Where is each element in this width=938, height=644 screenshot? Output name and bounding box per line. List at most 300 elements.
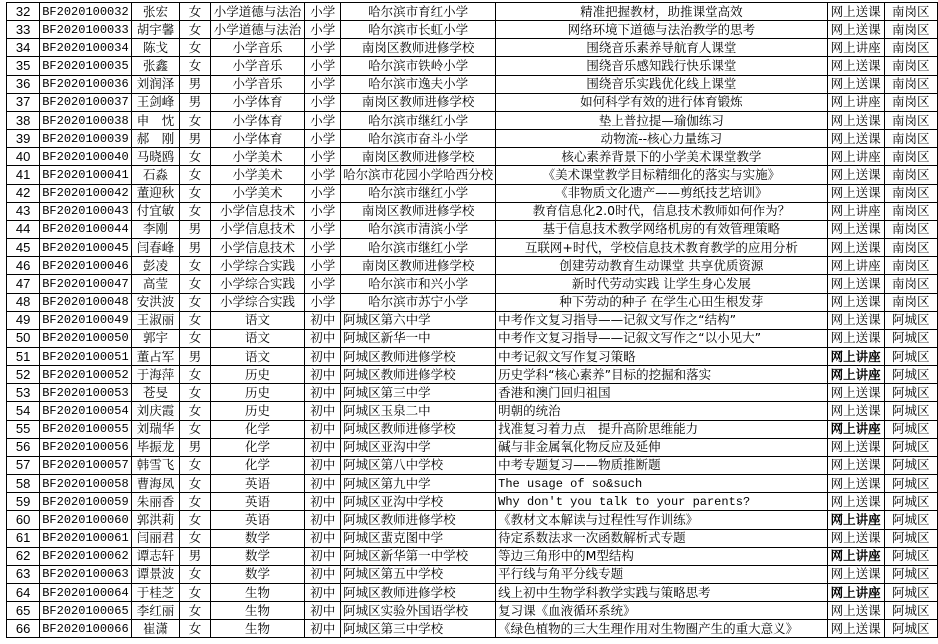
district-cell[interactable]: 阿城区 <box>884 511 937 529</box>
row-number-cell[interactable]: 43 <box>7 202 40 220</box>
row-number-cell[interactable]: 47 <box>7 275 40 293</box>
school-cell[interactable]: 阿城区教师进修学校 <box>341 420 496 438</box>
code-cell[interactable]: BF2020100042 <box>40 184 131 202</box>
course-type-cell[interactable]: 网上送课 <box>827 239 884 257</box>
lesson-title-cell[interactable]: 线上初中生物学科教学实践与策略思考 <box>496 584 828 602</box>
subject-cell[interactable]: 小学综合实践 <box>210 275 305 293</box>
code-cell[interactable]: BF2020100046 <box>40 257 131 275</box>
lesson-title-cell[interactable]: 平行线与角平分线专题 <box>496 565 828 583</box>
code-cell[interactable]: BF2020100034 <box>40 39 131 57</box>
level-cell[interactable]: 小学 <box>305 275 341 293</box>
subject-cell[interactable]: 小学道德与法治 <box>210 21 305 39</box>
code-cell[interactable]: BF2020100039 <box>40 130 131 148</box>
gender-cell[interactable]: 女 <box>180 57 210 75</box>
row-number-cell[interactable]: 55 <box>7 420 40 438</box>
level-cell[interactable]: 小学 <box>305 293 341 311</box>
course-type-cell[interactable]: 网上送课 <box>827 21 884 39</box>
row-number-cell[interactable]: 42 <box>7 184 40 202</box>
lesson-title-cell[interactable]: 网络环境下道德与法治教学的思考 <box>496 21 828 39</box>
code-cell[interactable]: BF2020100041 <box>40 166 131 184</box>
lesson-title-cell[interactable]: 中考作文复习指导——记叙文写作之“以小见大” <box>496 329 828 347</box>
code-cell[interactable]: BF2020100064 <box>40 584 131 602</box>
subject-cell[interactable]: 历史 <box>210 366 305 384</box>
course-type-cell[interactable]: 网上讲座 <box>827 39 884 57</box>
subject-cell[interactable]: 生物 <box>210 584 305 602</box>
row-number-cell[interactable]: 64 <box>7 584 40 602</box>
gender-cell[interactable]: 女 <box>180 275 210 293</box>
level-cell[interactable]: 小学 <box>305 130 341 148</box>
lesson-title-cell[interactable]: 种下劳动的种子 在学生心田生根发芽 <box>496 293 828 311</box>
row-number-cell[interactable]: 61 <box>7 529 40 547</box>
school-cell[interactable]: 阿城区教师进修学校 <box>341 366 496 384</box>
gender-cell[interactable]: 女 <box>180 111 210 129</box>
lesson-title-cell[interactable]: 如何科学有效的进行体育锻炼 <box>496 93 828 111</box>
row-number-cell[interactable]: 40 <box>7 148 40 166</box>
level-cell[interactable]: 小学 <box>305 166 341 184</box>
code-cell[interactable]: BF2020100036 <box>40 75 131 93</box>
row-number-cell[interactable]: 65 <box>7 602 40 620</box>
teacher-name-cell[interactable]: 郝 刚 <box>131 130 180 148</box>
code-cell[interactable]: BF2020100047 <box>40 275 131 293</box>
teacher-name-cell[interactable]: 李红丽 <box>131 602 180 620</box>
course-type-cell[interactable]: 网上讲座 <box>827 366 884 384</box>
district-cell[interactable]: 阿城区 <box>884 493 937 511</box>
level-cell[interactable]: 初中 <box>305 565 341 583</box>
subject-cell[interactable]: 小学体育 <box>210 93 305 111</box>
level-cell[interactable]: 初中 <box>305 547 341 565</box>
level-cell[interactable]: 小学 <box>305 39 341 57</box>
row-number-cell[interactable]: 58 <box>7 475 40 493</box>
gender-cell[interactable]: 女 <box>180 620 210 638</box>
lesson-title-cell[interactable]: 复习课《血液循环系统》 <box>496 602 828 620</box>
gender-cell[interactable]: 女 <box>180 311 210 329</box>
school-cell[interactable]: 哈尔滨市清滨小学 <box>341 220 496 238</box>
code-cell[interactable]: BF2020100054 <box>40 402 131 420</box>
lesson-title-cell[interactable]: 中考记叙文写作复习策略 <box>496 347 828 365</box>
level-cell[interactable]: 初中 <box>305 475 341 493</box>
lesson-title-cell[interactable]: 找准复习着力点 提升高阶思维能力 <box>496 420 828 438</box>
school-cell[interactable]: 阿城区亚沟中学校 <box>341 493 496 511</box>
district-cell[interactable]: 南岗区 <box>884 39 937 57</box>
school-cell[interactable]: 南岗区教师进修学校 <box>341 93 496 111</box>
teacher-name-cell[interactable]: 王淑丽 <box>131 311 180 329</box>
course-type-cell[interactable]: 网上送课 <box>827 184 884 202</box>
code-cell[interactable]: BF2020100033 <box>40 21 131 39</box>
subject-cell[interactable]: 小学美术 <box>210 184 305 202</box>
level-cell[interactable]: 初中 <box>305 366 341 384</box>
district-cell[interactable]: 南岗区 <box>884 220 937 238</box>
school-cell[interactable]: 阿城区第八中学校 <box>341 456 496 474</box>
gender-cell[interactable]: 男 <box>180 438 210 456</box>
teacher-name-cell[interactable]: 高莹 <box>131 275 180 293</box>
subject-cell[interactable]: 历史 <box>210 384 305 402</box>
code-cell[interactable]: BF2020100051 <box>40 347 131 365</box>
subject-cell[interactable]: 小学音乐 <box>210 57 305 75</box>
row-number-cell[interactable]: 54 <box>7 402 40 420</box>
course-type-cell[interactable]: 网上送课 <box>827 220 884 238</box>
gender-cell[interactable]: 女 <box>180 166 210 184</box>
course-type-cell[interactable]: 网上送课 <box>827 620 884 638</box>
lesson-title-cell[interactable]: 《教材文本解读与过程性写作训练》 <box>496 511 828 529</box>
school-cell[interactable]: 阿城区亚沟中学 <box>341 438 496 456</box>
code-cell[interactable]: BF2020100057 <box>40 456 131 474</box>
teacher-name-cell[interactable]: 董占军 <box>131 347 180 365</box>
district-cell[interactable]: 阿城区 <box>884 529 937 547</box>
school-cell[interactable]: 南岗区教师进修学校 <box>341 148 496 166</box>
school-cell[interactable]: 哈尔滨市花园小学哈西分校 <box>341 166 496 184</box>
lesson-title-cell[interactable]: The usage of so&such <box>496 475 828 493</box>
course-type-cell[interactable]: 网上送课 <box>827 402 884 420</box>
subject-cell[interactable]: 英语 <box>210 475 305 493</box>
row-number-cell[interactable]: 62 <box>7 547 40 565</box>
school-cell[interactable]: 哈尔滨市苏宁小学 <box>341 293 496 311</box>
row-number-cell[interactable]: 50 <box>7 329 40 347</box>
code-cell[interactable]: BF2020100050 <box>40 329 131 347</box>
course-type-cell[interactable]: 网上送课 <box>827 475 884 493</box>
subject-cell[interactable]: 化学 <box>210 420 305 438</box>
subject-cell[interactable]: 小学体育 <box>210 130 305 148</box>
district-cell[interactable]: 阿城区 <box>884 475 937 493</box>
lesson-title-cell[interactable]: 教育信息化2.0时代，信息技术教师如何作为？ <box>496 202 828 220</box>
subject-cell[interactable]: 小学音乐 <box>210 75 305 93</box>
code-cell[interactable]: BF2020100048 <box>40 293 131 311</box>
lesson-title-cell[interactable]: 碱与非金属氧化物反应及延伸 <box>496 438 828 456</box>
subject-cell[interactable]: 语文 <box>210 311 305 329</box>
level-cell[interactable]: 小学 <box>305 111 341 129</box>
school-cell[interactable]: 阿城区玉泉二中 <box>341 402 496 420</box>
district-cell[interactable]: 南岗区 <box>884 3 937 21</box>
subject-cell[interactable]: 小学道德与法治 <box>210 3 305 21</box>
subject-cell[interactable]: 小学美术 <box>210 148 305 166</box>
subject-cell[interactable]: 小学信息技术 <box>210 220 305 238</box>
course-type-cell[interactable]: 网上送课 <box>827 275 884 293</box>
level-cell[interactable]: 初中 <box>305 511 341 529</box>
subject-cell[interactable]: 英语 <box>210 511 305 529</box>
district-cell[interactable]: 南岗区 <box>884 239 937 257</box>
school-cell[interactable]: 阿城区教师进修学校 <box>341 347 496 365</box>
subject-cell[interactable]: 生物 <box>210 620 305 638</box>
school-cell[interactable]: 阿城区第六中学 <box>341 311 496 329</box>
teacher-name-cell[interactable]: 胡宇馨 <box>131 21 180 39</box>
gender-cell[interactable]: 男 <box>180 347 210 365</box>
lesson-title-cell[interactable]: 创建劳动教育生动课堂 共享优质资源 <box>496 257 828 275</box>
gender-cell[interactable]: 女 <box>180 366 210 384</box>
district-cell[interactable]: 阿城区 <box>884 547 937 565</box>
course-type-cell[interactable]: 网上讲座 <box>827 511 884 529</box>
gender-cell[interactable]: 女 <box>180 584 210 602</box>
level-cell[interactable]: 初中 <box>305 311 341 329</box>
teacher-name-cell[interactable]: 彭凌 <box>131 257 180 275</box>
row-number-cell[interactable]: 38 <box>7 111 40 129</box>
row-number-cell[interactable]: 39 <box>7 130 40 148</box>
level-cell[interactable]: 小学 <box>305 3 341 21</box>
code-cell[interactable]: BF2020100037 <box>40 93 131 111</box>
course-type-cell[interactable]: 网上讲座 <box>827 420 884 438</box>
level-cell[interactable]: 小学 <box>305 257 341 275</box>
teacher-name-cell[interactable]: 于海萍 <box>131 366 180 384</box>
district-cell[interactable]: 阿城区 <box>884 347 937 365</box>
lesson-title-cell[interactable]: Why don't you talk to your parents? <box>496 493 828 511</box>
school-cell[interactable]: 哈尔滨市长虹小学 <box>341 21 496 39</box>
code-cell[interactable]: BF2020100059 <box>40 493 131 511</box>
school-cell[interactable]: 阿城区第五中学校 <box>341 565 496 583</box>
lesson-title-cell[interactable]: 精准把握教材，助推课堂高效 <box>496 3 828 21</box>
school-cell[interactable]: 阿城区教师进修学校 <box>341 511 496 529</box>
code-cell[interactable]: BF2020100052 <box>40 366 131 384</box>
level-cell[interactable]: 初中 <box>305 620 341 638</box>
teacher-name-cell[interactable]: 闫春峰 <box>131 239 180 257</box>
teacher-name-cell[interactable]: 陈戈 <box>131 39 180 57</box>
level-cell[interactable]: 小学 <box>305 202 341 220</box>
gender-cell[interactable]: 男 <box>180 130 210 148</box>
course-type-cell[interactable]: 网上送课 <box>827 293 884 311</box>
lesson-title-cell[interactable]: 互联网+时代，学校信息技术教育教学的应用分析 <box>496 239 828 257</box>
course-type-cell[interactable]: 网上送课 <box>827 602 884 620</box>
gender-cell[interactable]: 女 <box>180 293 210 311</box>
teacher-name-cell[interactable]: 谭景波 <box>131 565 180 583</box>
district-cell[interactable]: 阿城区 <box>884 602 937 620</box>
district-cell[interactable]: 阿城区 <box>884 366 937 384</box>
row-number-cell[interactable]: 41 <box>7 166 40 184</box>
lesson-title-cell[interactable]: 待定系数法求一次函数解析式专题 <box>496 529 828 547</box>
gender-cell[interactable]: 女 <box>180 384 210 402</box>
district-cell[interactable]: 阿城区 <box>884 420 937 438</box>
course-type-cell[interactable]: 网上讲座 <box>827 547 884 565</box>
row-number-cell[interactable]: 56 <box>7 438 40 456</box>
teacher-name-cell[interactable]: 石淼 <box>131 166 180 184</box>
row-number-cell[interactable]: 57 <box>7 456 40 474</box>
lesson-title-cell[interactable]: 核心素养背景下的小学美术课堂教学 <box>496 148 828 166</box>
gender-cell[interactable]: 女 <box>180 511 210 529</box>
code-cell[interactable]: BF2020100065 <box>40 602 131 620</box>
school-cell[interactable]: 哈尔滨市铁岭小学 <box>341 57 496 75</box>
level-cell[interactable]: 初中 <box>305 347 341 365</box>
subject-cell[interactable]: 小学信息技术 <box>210 239 305 257</box>
lesson-title-cell[interactable]: 《美术课堂教学目标精细化的落实与实施》 <box>496 166 828 184</box>
teacher-name-cell[interactable]: 朱丽香 <box>131 493 180 511</box>
teacher-name-cell[interactable]: 崔潇 <box>131 620 180 638</box>
district-cell[interactable]: 南岗区 <box>884 57 937 75</box>
district-cell[interactable]: 南岗区 <box>884 202 937 220</box>
teacher-name-cell[interactable]: 郭洪莉 <box>131 511 180 529</box>
district-cell[interactable]: 南岗区 <box>884 293 937 311</box>
subject-cell[interactable]: 生物 <box>210 602 305 620</box>
gender-cell[interactable]: 男 <box>180 220 210 238</box>
course-type-cell[interactable]: 网上讲座 <box>827 584 884 602</box>
code-cell[interactable]: BF2020100035 <box>40 57 131 75</box>
school-cell[interactable]: 哈尔滨市继红小学 <box>341 239 496 257</box>
teacher-name-cell[interactable]: 毕振龙 <box>131 438 180 456</box>
gender-cell[interactable]: 女 <box>180 529 210 547</box>
school-cell[interactable]: 哈尔滨市和兴小学 <box>341 275 496 293</box>
code-cell[interactable]: BF2020100045 <box>40 239 131 257</box>
lesson-title-cell[interactable]: 围绕音乐实践优化线上课堂 <box>496 75 828 93</box>
lesson-title-cell[interactable]: 中考专题复习——物质推断题 <box>496 456 828 474</box>
code-cell[interactable]: BF2020100055 <box>40 420 131 438</box>
level-cell[interactable]: 小学 <box>305 239 341 257</box>
teacher-name-cell[interactable]: 张鑫 <box>131 57 180 75</box>
teacher-name-cell[interactable]: 李刚 <box>131 220 180 238</box>
lesson-title-cell[interactable]: 新时代劳动实践 让学生身心发展 <box>496 275 828 293</box>
teacher-name-cell[interactable]: 安洪波 <box>131 293 180 311</box>
row-number-cell[interactable]: 63 <box>7 565 40 583</box>
course-type-cell[interactable]: 网上讲座 <box>827 148 884 166</box>
row-number-cell[interactable]: 53 <box>7 384 40 402</box>
course-type-cell[interactable]: 网上送课 <box>827 456 884 474</box>
row-number-cell[interactable]: 37 <box>7 93 40 111</box>
gender-cell[interactable]: 男 <box>180 75 210 93</box>
gender-cell[interactable]: 女 <box>180 39 210 57</box>
school-cell[interactable]: 哈尔滨市奋斗小学 <box>341 130 496 148</box>
district-cell[interactable]: 阿城区 <box>884 329 937 347</box>
teacher-name-cell[interactable]: 马晓鸥 <box>131 148 180 166</box>
teacher-name-cell[interactable]: 张宏 <box>131 3 180 21</box>
gender-cell[interactable]: 女 <box>180 148 210 166</box>
row-number-cell[interactable]: 33 <box>7 21 40 39</box>
level-cell[interactable]: 小学 <box>305 148 341 166</box>
gender-cell[interactable]: 女 <box>180 493 210 511</box>
gender-cell[interactable]: 女 <box>180 329 210 347</box>
lesson-title-cell[interactable]: 香港和澳门回归祖国 <box>496 384 828 402</box>
level-cell[interactable]: 小学 <box>305 220 341 238</box>
teacher-name-cell[interactable]: 谭志轩 <box>131 547 180 565</box>
subject-cell[interactable]: 小学信息技术 <box>210 202 305 220</box>
row-number-cell[interactable]: 48 <box>7 293 40 311</box>
school-cell[interactable]: 哈尔滨市逸夫小学 <box>341 75 496 93</box>
level-cell[interactable]: 初中 <box>305 329 341 347</box>
district-cell[interactable]: 南岗区 <box>884 148 937 166</box>
teacher-name-cell[interactable]: 刘庆霞 <box>131 402 180 420</box>
level-cell[interactable]: 初中 <box>305 384 341 402</box>
code-cell[interactable]: BF2020100044 <box>40 220 131 238</box>
lesson-title-cell[interactable]: 中考作文复习指导——记叙文写作之“结构” <box>496 311 828 329</box>
teacher-name-cell[interactable]: 申 忱 <box>131 111 180 129</box>
row-number-cell[interactable]: 60 <box>7 511 40 529</box>
subject-cell[interactable]: 英语 <box>210 493 305 511</box>
course-type-cell[interactable]: 网上送课 <box>827 166 884 184</box>
teacher-name-cell[interactable]: 王剑峰 <box>131 93 180 111</box>
course-type-cell[interactable]: 网上送课 <box>827 329 884 347</box>
course-type-cell[interactable]: 网上送课 <box>827 493 884 511</box>
code-cell[interactable]: BF2020100056 <box>40 438 131 456</box>
gender-cell[interactable]: 女 <box>180 3 210 21</box>
district-cell[interactable]: 南岗区 <box>884 21 937 39</box>
course-type-cell[interactable]: 网上讲座 <box>827 257 884 275</box>
course-type-cell[interactable]: 网上送课 <box>827 3 884 21</box>
subject-cell[interactable]: 语文 <box>210 329 305 347</box>
row-number-cell[interactable]: 52 <box>7 366 40 384</box>
course-type-cell[interactable]: 网上送课 <box>827 438 884 456</box>
subject-cell[interactable]: 化学 <box>210 456 305 474</box>
district-cell[interactable]: 南岗区 <box>884 130 937 148</box>
lesson-title-cell[interactable]: 动物流--核心力量练习 <box>496 130 828 148</box>
subject-cell[interactable]: 数学 <box>210 529 305 547</box>
teacher-name-cell[interactable]: 韩雪飞 <box>131 456 180 474</box>
teacher-name-cell[interactable]: 董迎秋 <box>131 184 180 202</box>
gender-cell[interactable]: 男 <box>180 93 210 111</box>
subject-cell[interactable]: 小学美术 <box>210 166 305 184</box>
subject-cell[interactable]: 小学体育 <box>210 111 305 129</box>
gender-cell[interactable]: 女 <box>180 602 210 620</box>
gender-cell[interactable]: 女 <box>180 21 210 39</box>
district-cell[interactable]: 南岗区 <box>884 111 937 129</box>
school-cell[interactable]: 哈尔滨市育红小学 <box>341 3 496 21</box>
teacher-name-cell[interactable]: 刘润泽 <box>131 75 180 93</box>
gender-cell[interactable]: 女 <box>180 565 210 583</box>
course-type-cell[interactable]: 网上送课 <box>827 75 884 93</box>
gender-cell[interactable]: 女 <box>180 402 210 420</box>
district-cell[interactable]: 阿城区 <box>884 384 937 402</box>
district-cell[interactable]: 阿城区 <box>884 584 937 602</box>
district-cell[interactable]: 阿城区 <box>884 438 937 456</box>
school-cell[interactable]: 阿城区实验外国语学校 <box>341 602 496 620</box>
gender-cell[interactable]: 女 <box>180 420 210 438</box>
row-number-cell[interactable]: 45 <box>7 239 40 257</box>
district-cell[interactable]: 阿城区 <box>884 311 937 329</box>
level-cell[interactable]: 初中 <box>305 529 341 547</box>
level-cell[interactable]: 初中 <box>305 456 341 474</box>
level-cell[interactable]: 小学 <box>305 93 341 111</box>
school-cell[interactable]: 阿城区第三中学 <box>341 384 496 402</box>
district-cell[interactable]: 阿城区 <box>884 456 937 474</box>
school-cell[interactable]: 哈尔滨市继红小学 <box>341 184 496 202</box>
teacher-name-cell[interactable]: 刘瑞华 <box>131 420 180 438</box>
level-cell[interactable]: 初中 <box>305 602 341 620</box>
row-number-cell[interactable]: 49 <box>7 311 40 329</box>
school-cell[interactable]: 阿城区第三中学校 <box>341 620 496 638</box>
district-cell[interactable]: 南岗区 <box>884 184 937 202</box>
gender-cell[interactable]: 男 <box>180 547 210 565</box>
school-cell[interactable]: 南岗区教师进修学校 <box>341 202 496 220</box>
code-cell[interactable]: BF2020100049 <box>40 311 131 329</box>
row-number-cell[interactable]: 35 <box>7 57 40 75</box>
gender-cell[interactable]: 女 <box>180 202 210 220</box>
district-cell[interactable]: 南岗区 <box>884 275 937 293</box>
row-number-cell[interactable]: 59 <box>7 493 40 511</box>
district-cell[interactable]: 南岗区 <box>884 166 937 184</box>
gender-cell[interactable]: 女 <box>180 184 210 202</box>
code-cell[interactable]: BF2020100053 <box>40 384 131 402</box>
row-number-cell[interactable]: 44 <box>7 220 40 238</box>
code-cell[interactable]: BF2020100043 <box>40 202 131 220</box>
code-cell[interactable]: BF2020100038 <box>40 111 131 129</box>
subject-cell[interactable]: 数学 <box>210 565 305 583</box>
code-cell[interactable]: BF2020100063 <box>40 565 131 583</box>
course-type-cell[interactable]: 网上讲座 <box>827 347 884 365</box>
subject-cell[interactable]: 小学音乐 <box>210 39 305 57</box>
code-cell[interactable]: BF2020100062 <box>40 547 131 565</box>
lesson-title-cell[interactable]: 等边三角形中的M型结构 <box>496 547 828 565</box>
teacher-name-cell[interactable]: 曹海凤 <box>131 475 180 493</box>
row-number-cell[interactable]: 32 <box>7 3 40 21</box>
course-type-cell[interactable]: 网上送课 <box>827 57 884 75</box>
teacher-name-cell[interactable]: 闫丽君 <box>131 529 180 547</box>
subject-cell[interactable]: 数学 <box>210 547 305 565</box>
school-cell[interactable]: 阿城区新华第一中学校 <box>341 547 496 565</box>
district-cell[interactable]: 南岗区 <box>884 257 937 275</box>
school-cell[interactable]: 阿城区新华一中 <box>341 329 496 347</box>
level-cell[interactable]: 初中 <box>305 584 341 602</box>
code-cell[interactable]: BF2020100060 <box>40 511 131 529</box>
level-cell[interactable]: 初中 <box>305 420 341 438</box>
course-type-cell[interactable]: 网上送课 <box>827 111 884 129</box>
lesson-title-cell[interactable]: 《非物质文化遗产——剪纸技艺培训》 <box>496 184 828 202</box>
gender-cell[interactable]: 女 <box>180 475 210 493</box>
level-cell[interactable]: 小学 <box>305 184 341 202</box>
level-cell[interactable]: 小学 <box>305 75 341 93</box>
district-cell[interactable]: 南岗区 <box>884 93 937 111</box>
course-type-cell[interactable]: 网上送课 <box>827 384 884 402</box>
